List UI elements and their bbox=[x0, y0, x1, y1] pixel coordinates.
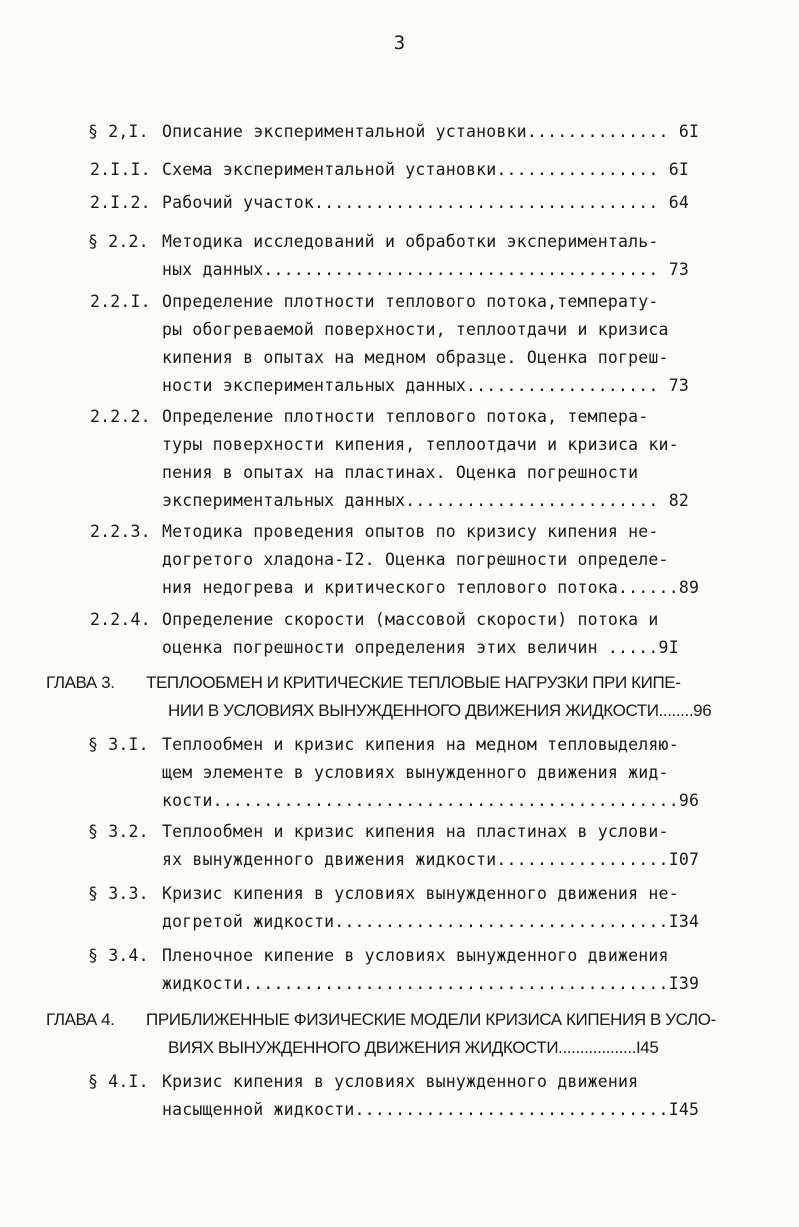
toc-entry-line[interactable]: Определение плотности теплового потока,температу- bbox=[162, 292, 659, 311]
toc-entry-number: 2.2.2. bbox=[90, 407, 151, 426]
toc-entry-number: § 3.4. bbox=[88, 946, 149, 965]
toc-entry-line[interactable]: Методика проведения опытов по кризису кипения не- bbox=[162, 522, 659, 541]
toc-entry-line[interactable]: Кризис кипения в условиях вынужденного движения не- bbox=[162, 884, 679, 903]
toc-entry-line[interactable]: Теплообмен и кризис кипения на пластинах в услови- bbox=[162, 822, 669, 841]
toc-entry-number: 2.I.2. bbox=[90, 193, 151, 212]
toc-entry-line[interactable]: Методика исследований и обработки эксперименталь- bbox=[162, 232, 659, 251]
toc-entry-line[interactable]: догретой жидкости.................................I34 bbox=[162, 912, 700, 931]
toc-entry-number: § 2.2. bbox=[88, 232, 149, 251]
toc-entry-line[interactable]: Кризис кипения в условиях вынужденного движения bbox=[162, 1072, 639, 1091]
toc-entry-line[interactable]: ности экспериментальных данных................... 73 bbox=[162, 376, 689, 395]
toc-entry-line[interactable]: НИИ В УСЛОВИЯХ ВЫНУЖДЕННОГО ДВИЖЕНИЯ ЖИДКОСТИ........96 bbox=[168, 701, 712, 720]
toc-entry-line[interactable]: жидкости..........................................I39 bbox=[162, 974, 700, 993]
toc-entry-number: § 3.2. bbox=[88, 822, 149, 841]
toc-entry-line[interactable]: Теплообмен и кризис кипения на медном тепловыделяю- bbox=[162, 735, 679, 754]
toc-entry-number: 2.2.I. bbox=[90, 292, 151, 311]
toc-entry-line[interactable]: ных данных....................................... 73 bbox=[162, 260, 689, 279]
toc-entry-number: ГЛАВА 3. bbox=[46, 673, 115, 692]
toc-entry-number: § 2,I. bbox=[88, 122, 149, 141]
toc-entry-number: § 4.I. bbox=[88, 1072, 149, 1091]
toc-entry-number: § 3.3. bbox=[88, 884, 149, 903]
toc-entry-line[interactable]: ния недогрева и критического теплового потока......89 bbox=[162, 578, 700, 597]
toc-entry-line[interactable]: оценка погрешности определения этих величин .....9I bbox=[162, 638, 679, 657]
page-number: 3 bbox=[393, 32, 406, 54]
toc-entry-number: § 3.I. bbox=[88, 735, 149, 754]
toc-entry-line[interactable]: пения в опытах на пластинах. Оценка погрешности bbox=[162, 463, 639, 482]
toc-entry-line[interactable]: насыщенной жидкости...............................I45 bbox=[162, 1100, 700, 1119]
toc-entry-line[interactable]: Рабочий участок.................................. 64 bbox=[162, 193, 689, 212]
toc-entry-line[interactable]: Пленочное кипение в условиях вынужденного движения bbox=[162, 946, 669, 965]
toc-entry-number: 2.I.I. bbox=[90, 160, 151, 179]
toc-entry-number: ГЛАВА 4. bbox=[46, 1010, 115, 1029]
toc-entry-line[interactable]: туры поверхности кипения, теплоотдачи и кризиса ки- bbox=[162, 435, 679, 454]
toc-entry-line[interactable]: щем элементе в условиях вынужденного движения жид- bbox=[162, 763, 669, 782]
toc-entry-line[interactable]: кости..............................................96 bbox=[162, 791, 700, 810]
toc-entry-number: 2.2.4. bbox=[90, 610, 151, 629]
toc-entry-line[interactable]: кипения в опытах на медном образце. Оценка погреш- bbox=[162, 348, 669, 367]
toc-entry-line[interactable]: экспериментальных данных......................... 82 bbox=[162, 491, 689, 510]
toc-entry-number: 2.2.3. bbox=[90, 522, 151, 541]
toc-entry-line[interactable]: Определение плотности теплового потока, темпера- bbox=[162, 407, 649, 426]
toc-entry-line[interactable]: Схема экспериментальной установки................ 6I bbox=[162, 160, 689, 179]
toc-entry-line[interactable]: ях вынужденного движения жидкости.................I07 bbox=[162, 850, 700, 869]
toc-entry-line[interactable]: ВИЯХ ВЫНУЖДЕННОГО ДВИЖЕНИЯ ЖИДКОСТИ..................I45 bbox=[168, 1038, 659, 1057]
toc-entry-line[interactable]: ры обогреваемой поверхности, теплоотдачи и кризиса bbox=[162, 320, 669, 339]
toc-entry-line[interactable]: ТЕПЛООБМЕН И КРИТИЧЕСКИЕ ТЕПЛОВЫЕ НАГРУЗКИ ПРИ КИПЕ- bbox=[146, 673, 681, 692]
toc-entry-line[interactable]: догретого хладона-I2. Оценка погрешности определе- bbox=[162, 550, 669, 569]
toc-entry-line[interactable]: ПРИБЛИЖЕННЫЕ ФИЗИЧЕСКИЕ МОДЕЛИ КРИЗИСА КИПЕНИЯ В УСЛО- bbox=[146, 1010, 716, 1029]
toc-entry-line[interactable]: Определение скорости (массовой скорости) потока и bbox=[162, 610, 659, 629]
toc-entry-line[interactable]: Описание экспериментальной установки.............. 6I bbox=[162, 122, 700, 141]
